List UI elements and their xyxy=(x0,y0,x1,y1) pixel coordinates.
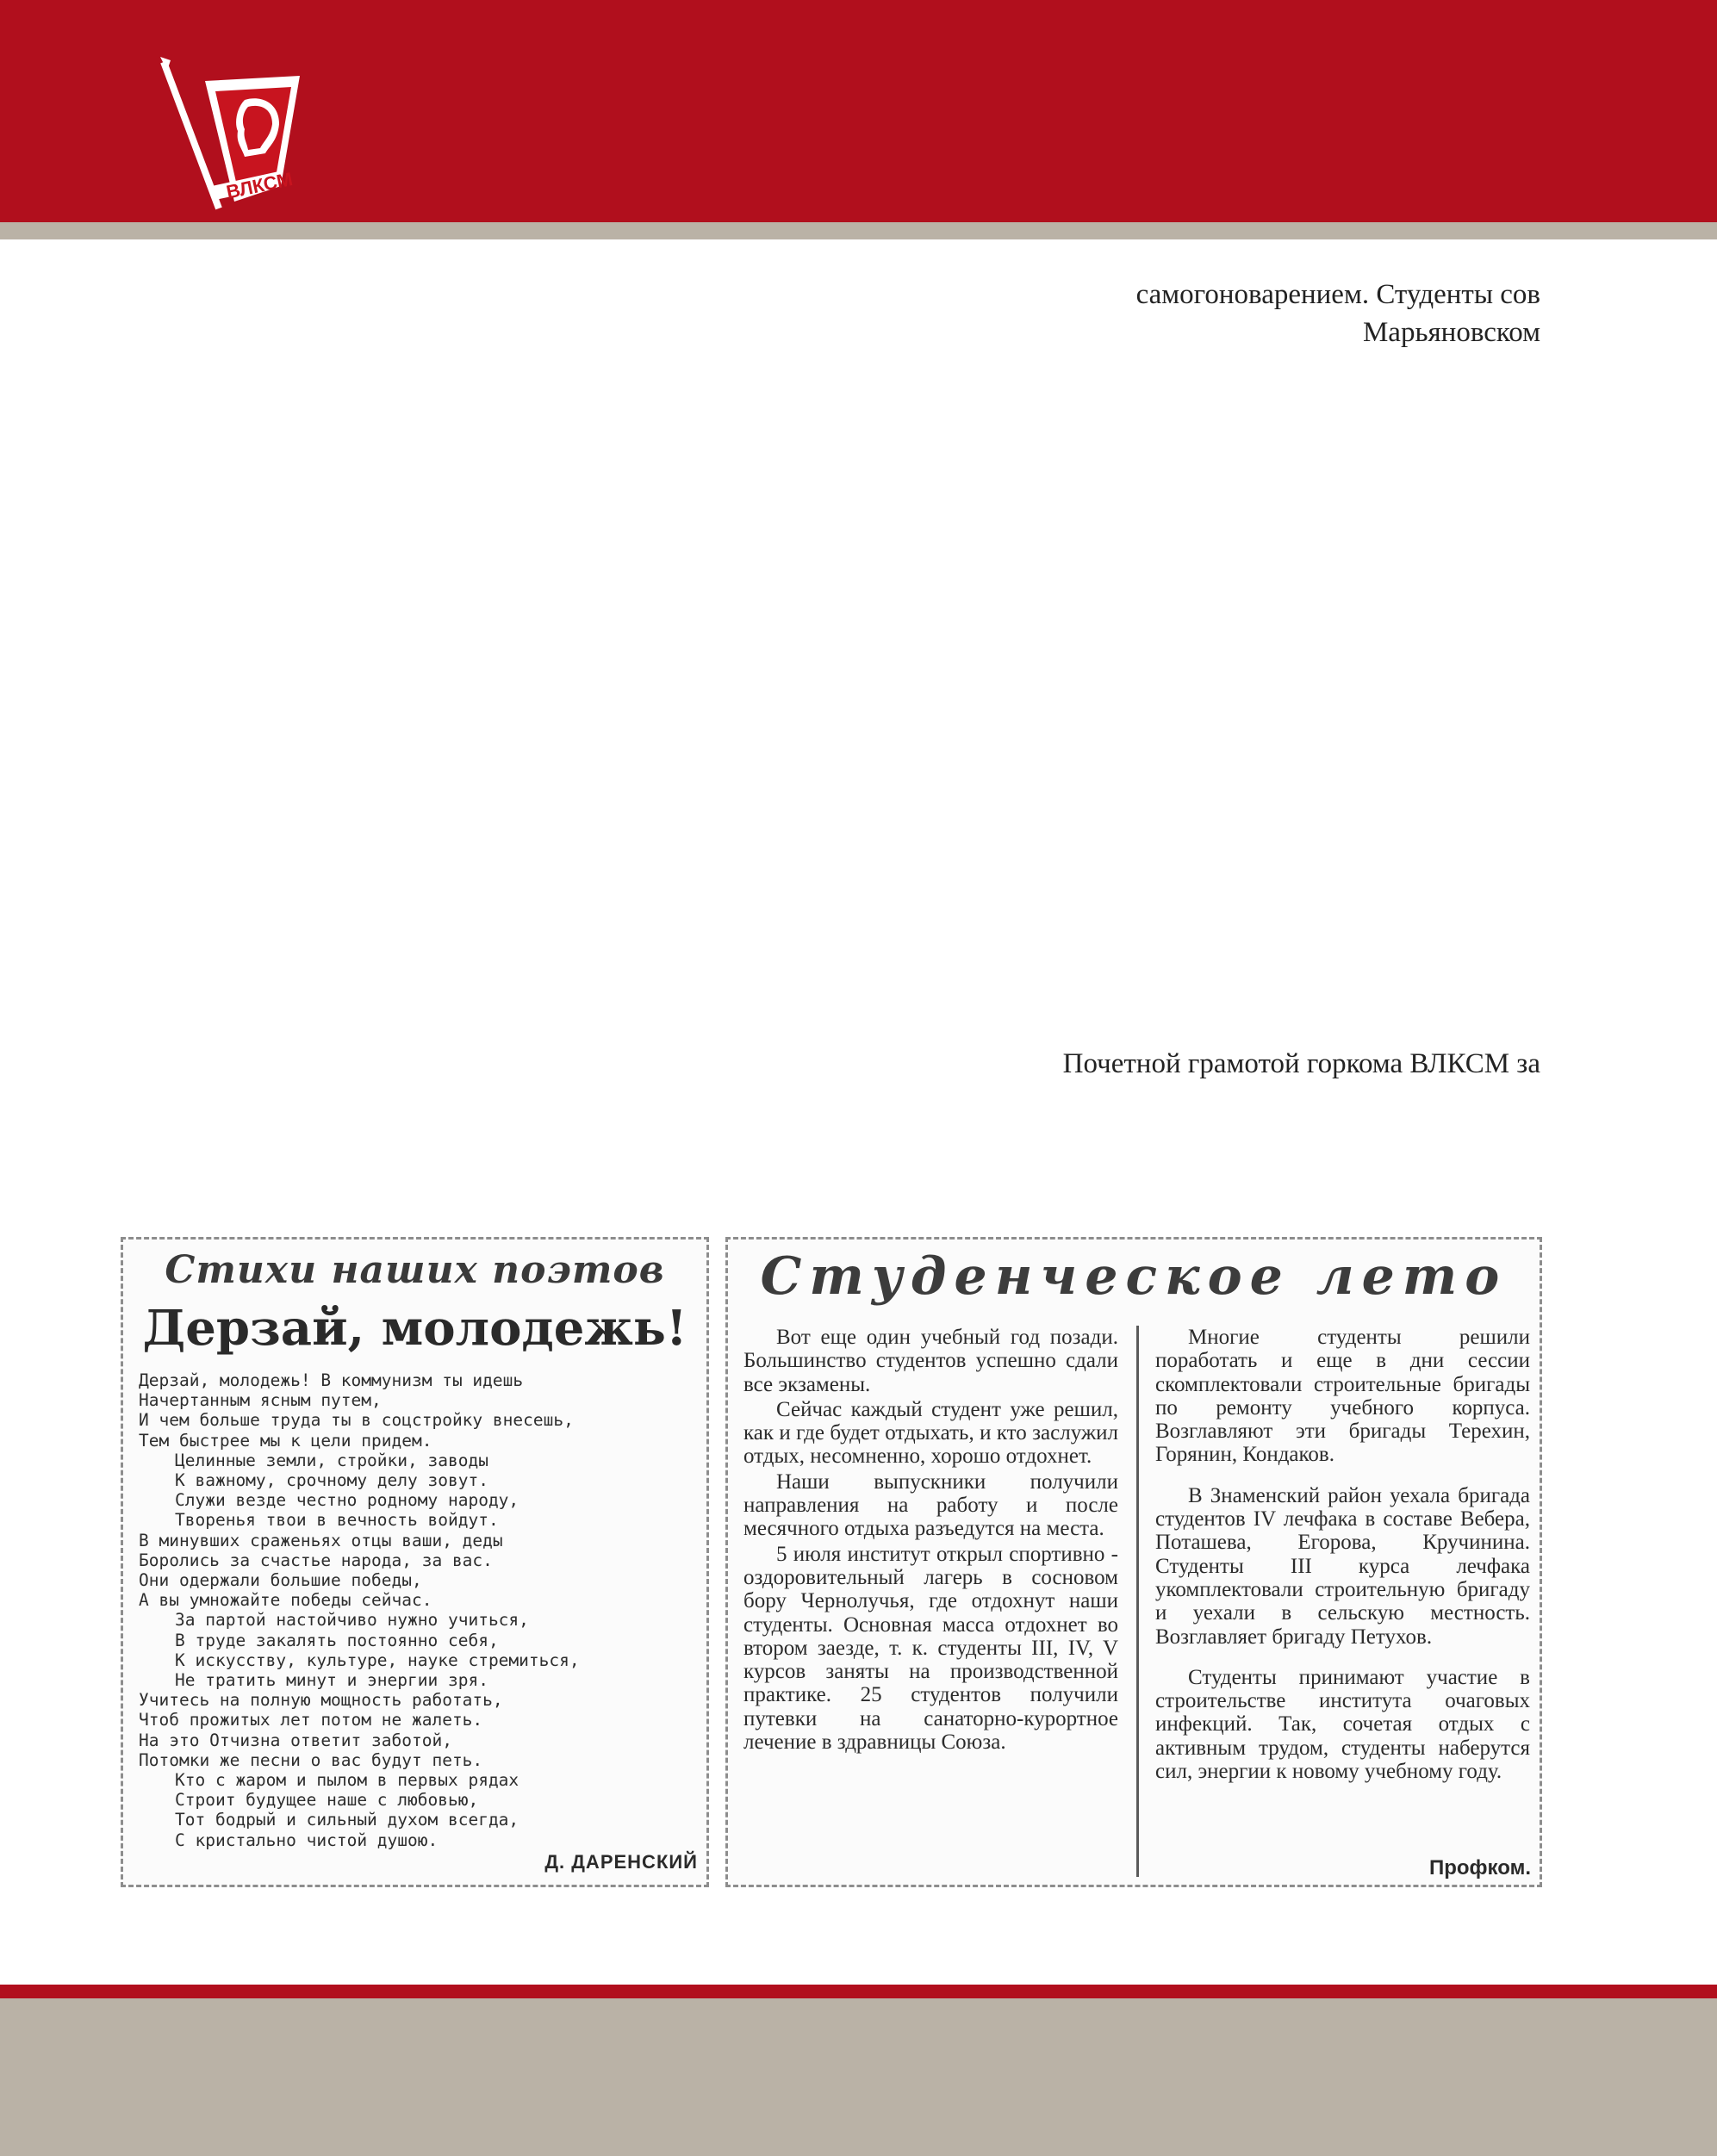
poem-line: Тот бодрый и сильный духом всегда, xyxy=(175,1810,519,1830)
poem-line: На это Отчизна ответит заботой, xyxy=(139,1730,452,1750)
text-line-2: Марьяновском xyxy=(1362,317,1540,348)
poem-lines xyxy=(139,1370,690,1850)
summer-paragraph: В Знаменский район уехала бригада студентов IV лечфака в составе Вебера, Поташева, Егорова, Кручинина. Студенты III курса лечфака укомплектовали строительную бригаду и уехали в сельскую местность. Возглавляет бригаду Петухов. xyxy=(1155,1483,1530,1649)
poem-line: Чтоб прожитых лет потом не жалеть. xyxy=(139,1710,483,1730)
summer-paragraph: Студенты принимают участие в строительстве института очаговых инфекций. Так, сочетая отдых с активным трудом, студенты наберутся сил, энергии к новому учебному году. xyxy=(1155,1665,1530,1784)
summer-title: Студенческое лето xyxy=(760,1246,1508,1307)
poem-line: Боролись за счастье народа, за вас. xyxy=(139,1550,493,1570)
logo-text: ВЛКСМ xyxy=(224,168,295,203)
text-line-3: Почетной грамотой горкома ВЛКСМ за xyxy=(1062,1048,1540,1079)
poem-line: В минувших сраженьях отцы ваши, деды xyxy=(139,1530,503,1550)
poem-line: Дерзай, молодежь! В коммунизм ты идешь xyxy=(139,1370,524,1390)
poem-line: К искусству, культуре, науке стремиться, xyxy=(175,1650,580,1670)
poem-line: Они одержали большие победы, xyxy=(139,1570,422,1591)
poem-line: Не тратить минут и энергии зря. xyxy=(175,1670,488,1691)
poem-line: Потомки же песни о вас будут петь. xyxy=(139,1749,483,1770)
summer-clipping xyxy=(725,1237,1542,1887)
komsomol-badge-icon xyxy=(152,57,315,210)
poem-line: И чем больше труда ты в соцстройку внесешь, xyxy=(139,1410,574,1431)
poem-line: Начертанным ясным путем, xyxy=(139,1390,382,1411)
summer-paragraph: Многие студенты решили поработать и еще в дни сессии скомплектовали строительные бригады по ремонту учебного корпуса. Возглавляют эти бригады Терехин, Горянин, Кондаков. xyxy=(1155,1326,1530,1467)
summer-paragraph: Вот еще один учебный год позади. Большинство студентов успешно сдали все экзамены. xyxy=(743,1326,1118,1396)
header-stripe xyxy=(0,222,1717,239)
poem-line: За партой настойчиво нужно учиться, xyxy=(175,1610,529,1631)
summer-paragraph: Наши выпускники получили направления на работу и после месячного отдыха разъедутся на места. xyxy=(743,1469,1118,1541)
footer-band xyxy=(0,1998,1717,2156)
poem-line: Служи везде честно родному народу, xyxy=(175,1490,519,1511)
poem-line: С кристально чистой душою. xyxy=(175,1830,439,1850)
poem-kicker: Стихи наших поэтов xyxy=(165,1248,665,1292)
summer-paragraph: 5 июля институт открыл спортивно - оздоровительный лагерь в сосновом бору Чернолучья, где отдохнут наши студенты. Основная масса отдохнет во втором заезде, т. к. студенты III, IV, V курсов заняты на производственной практике. 25 студентов получили путевки на санаторно-курортное лечение в здравницы Союза. xyxy=(743,1542,1118,1755)
poem-author: Д. ДАРЕНСКИЙ xyxy=(544,1851,698,1873)
poem-line: Учитесь на полную мощность работать, xyxy=(139,1690,503,1711)
poem-line: Строит будущее наше с любовью, xyxy=(175,1790,479,1811)
poem-title: Дерзай, молодежь! xyxy=(142,1300,687,1357)
poem-line: А вы умножайте победы сейчас. xyxy=(139,1590,432,1611)
summer-paragraph: Сейчас каждый студент уже решил, как и где будет отдыхать, и кто заслужил отдых, несомненно, хорошо отдохнет. xyxy=(743,1397,1118,1469)
poem-line: К важному, срочному делу зовут. xyxy=(175,1470,488,1491)
poem-line: В труде закалять постоянно себя, xyxy=(175,1630,499,1650)
poem-line: Кто с жаром и пылом в первых рядах xyxy=(175,1770,519,1791)
footer-stripe xyxy=(0,1985,1717,1998)
text-line-1: самогоноварением. Студенты сов xyxy=(1135,279,1540,310)
poem-clipping xyxy=(121,1237,709,1887)
poem-line: Творенья твои в вечность войдут. xyxy=(175,1510,499,1531)
poem-line: Целинные земли, стройки, заводы xyxy=(175,1450,488,1470)
column-divider xyxy=(1136,1326,1139,1877)
summer-author: Профком. xyxy=(1428,1856,1531,1880)
summer-column-left xyxy=(743,1326,1118,1755)
poem-line: Тем быстрее мы к цели придем. xyxy=(139,1430,432,1451)
summer-column-right xyxy=(1155,1326,1530,1785)
